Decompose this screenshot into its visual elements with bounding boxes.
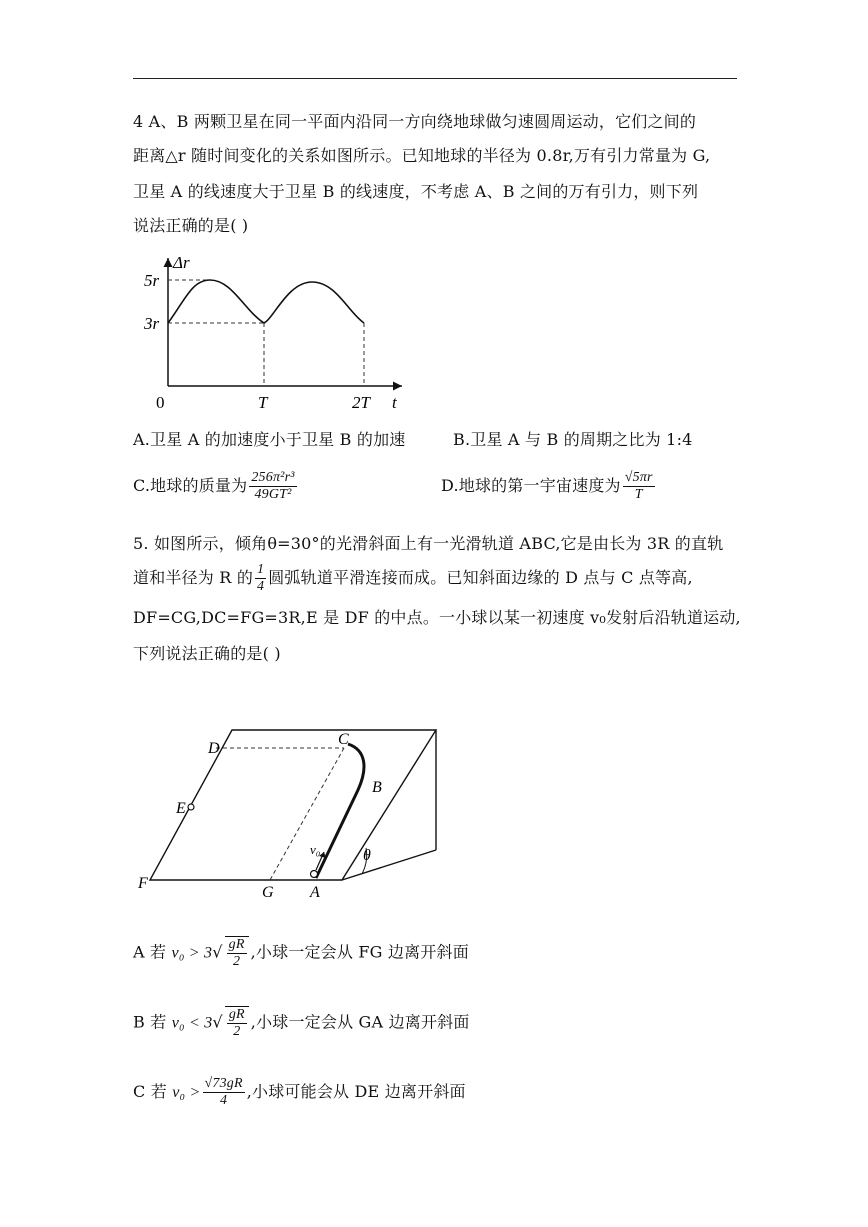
q4-option-c-den: 49GT² (254, 487, 292, 502)
q4-option-d-den: T (634, 487, 643, 502)
q4-tick-T: T (258, 393, 268, 412)
q5-option-c (133, 1076, 466, 1109)
label-v0: v₀ (310, 842, 321, 857)
q5-option-b-prefix: B 若 (133, 1012, 167, 1032)
label-g: G (262, 884, 274, 900)
q4-option-c-text: C.地球的质量为 (133, 476, 248, 495)
q5-option-a-den: 2 (233, 954, 241, 969)
q4-option-c-fraction (249, 470, 296, 503)
q5-option-a-sqrt: √ (212, 942, 223, 962)
incline-base-edge (342, 850, 436, 880)
label-theta: θ (363, 847, 371, 864)
q4-tick-0: 0 (156, 393, 165, 412)
q5-option-a-fraction (225, 936, 249, 970)
track-abc (316, 744, 364, 878)
label-b: B (372, 779, 382, 796)
q4-tick-5r: 5r (144, 271, 160, 290)
label-e: E (176, 800, 186, 817)
label-c: C (338, 731, 349, 748)
q5-option-c-fraction (203, 1076, 245, 1109)
q4-option-c-num: 256π²r³ (251, 470, 295, 485)
q5-option-b-den: 2 (233, 1024, 241, 1039)
q4-tick-2T: 2T (352, 393, 370, 412)
header-rule (133, 78, 737, 79)
q5-option-a-num: gR (228, 937, 245, 952)
q5-option-b-num: gR (228, 1007, 245, 1022)
q5-quarter-fraction (255, 562, 266, 595)
q5-line2-b: 圆弧轨道平滑连接而成。已知斜面边缘的 D 点与 C 点等高, (268, 568, 693, 587)
q4-option-d-num: √5πr (624, 470, 653, 485)
cg-dashed-line (270, 748, 344, 880)
q4-line1: 4 A、B 两颗卫星在同一平面内沿同一方向绕地球做匀速圆周运动，它们之间的 (133, 112, 697, 131)
q5-option-b (133, 1006, 470, 1040)
q5-option-a (133, 936, 469, 970)
q5-option-a-suffix: ,小球一定会从 FG 边离开斜面 (250, 942, 469, 962)
q5-line2 (133, 562, 693, 595)
q4-tick-3r: 3r (144, 314, 160, 333)
q4-graph (140, 250, 420, 420)
q5-option-b-suffix: ,小球一定会从 GA 边离开斜面 (250, 1012, 470, 1032)
q4-curve (168, 280, 364, 323)
label-f: F (138, 875, 148, 892)
q4-option-d-fraction (623, 470, 655, 503)
q5-line4: 下列说法正确的是( ) (133, 644, 281, 663)
q4-y-axis-label: Δr (173, 253, 190, 272)
q4-option-a: A.卫星 A 的加速度小于卫星 B 的加速 (133, 430, 406, 449)
q5-line1: 5. 如图所示，倾角θ=30°的光滑斜面上有一光滑轨道 ABC,它是由长为 3R 的直轨 (133, 534, 724, 553)
point-e (188, 804, 194, 810)
q5-quarter-den: 4 (257, 579, 265, 594)
q5-option-a-prefix: A 若 (133, 942, 167, 962)
ball (311, 871, 318, 878)
label-a: A (310, 884, 320, 900)
q5-option-c-den: 4 (220, 1093, 228, 1108)
q4-line3: 卫星 A 的线速度大于卫星 B 的线速度，不考虑 A、B 之间的万有引力，则下列 (133, 182, 699, 201)
label-d: D (208, 740, 220, 757)
q5-option-c-prefix: C 若 (133, 1082, 167, 1101)
q4-option-d (441, 470, 657, 503)
q5-option-b-fraction (225, 1006, 249, 1040)
q5-line3: DF=CG,DC=FG=3R,E 是 DF 的中点。一小球以某一初速度 v₀发射后沿轨道运动, (133, 608, 741, 627)
q5-option-c-suffix: ,小球可能会从 DE 边离开斜面 (246, 1082, 466, 1101)
q5-line2-a: 道和半径为 R 的 (133, 568, 254, 587)
q5-option-c-num: √73gR (204, 1076, 243, 1091)
q5-option-a-cond: v₀ > 3 (171, 944, 213, 962)
q4-line4: 说法正确的是( ) (133, 216, 249, 235)
q4-option-d-text: D.地球的第一宇宙速度为 (441, 476, 621, 495)
q4-option-c (133, 470, 299, 503)
q5-option-c-cond: v₀ > (172, 1084, 201, 1101)
q5-option-b-sqrt: √ (212, 1012, 223, 1032)
q4-line2: 距离△r 随时间变化的关系如图所示。已知地球的半径为 0.8r,万有引力常量为 G, (133, 146, 711, 165)
q4-option-b: B.卫星 A 与 B 的周期之比为 1:4 (453, 430, 693, 449)
q5-option-b-cond: v₀ < 3 (171, 1014, 213, 1032)
q4-x-axis-label: t (392, 393, 397, 412)
q5-quarter-num: 1 (257, 562, 265, 577)
q5-figure (130, 720, 480, 900)
